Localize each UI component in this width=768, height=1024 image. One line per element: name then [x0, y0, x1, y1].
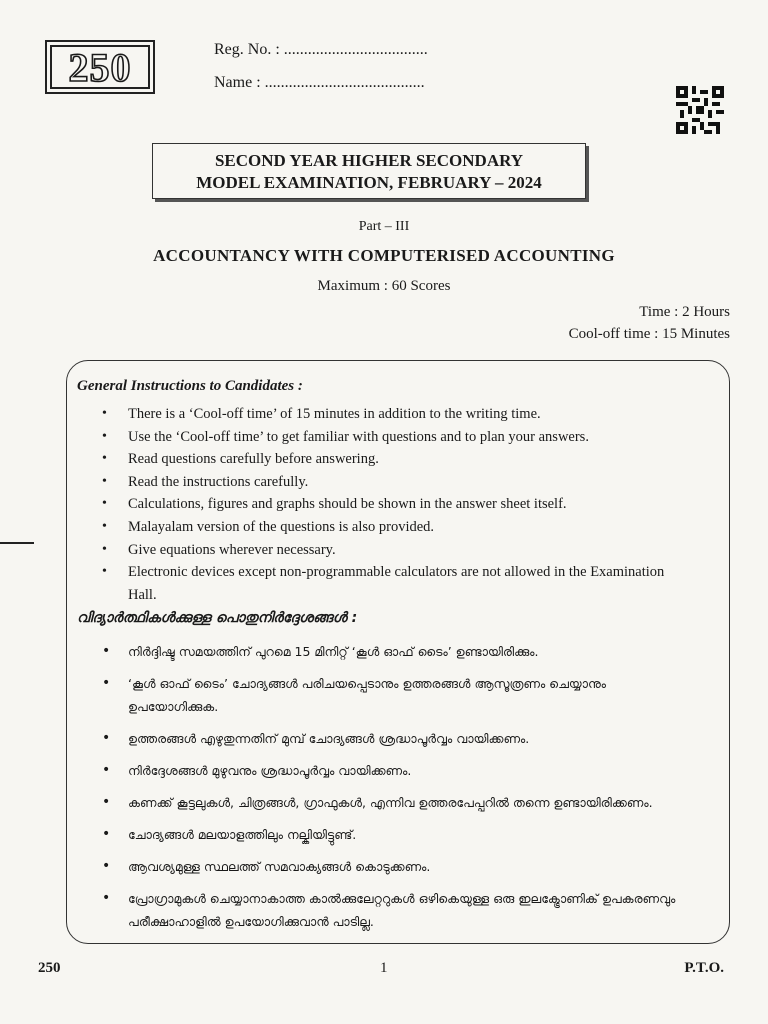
subject-title: ACCOUNTANCY WITH COMPUTERISED ACCOUNTING [153, 246, 615, 265]
exam-title-box [152, 143, 586, 199]
list-item: • Use the ‘Cool-off time’ to get familiar with questions and to plan your answers. [100, 426, 690, 449]
malayalam-instructions-heading: വിദ്യാർത്ഥികൾക്കുള്ള പൊതുനിർദ്ദേശങ്ങൾ : [77, 610, 358, 626]
paper-code-badge: 250 [45, 40, 155, 94]
list-item: • നിർദ്ദേശങ്ങൾ മുഴുവനും ശ്രദ്ധാപൂർവ്വം വായിക്കണം. [100, 759, 700, 782]
list-item: • Electronic devices except non-programmable calculators are not allowed in the Examination Hall. [100, 561, 690, 606]
name-field: Name : ........................................ [214, 74, 425, 91]
page-number: 1 [380, 960, 388, 976]
malayalam-instructions-list [100, 640, 700, 942]
list-item: • Give equations wherever necessary. [100, 539, 690, 562]
list-item: • പ്രോഗ്രാമുകൾ ചെയ്യാനാകാത്ത കാൽക്കുലേറ്ററുകൾ ഒഴികെയുള്ള ഒരു ഇലക്ട്രോണിക് ഉപകരണവും പരീക്ഷാഹാളിൽ ഉപയോഗിക്കുവാൻ പാടില്ല. [100, 887, 700, 933]
please-turn-over: P.T.O. [684, 960, 724, 976]
list-item: • ആവശ്യമുള്ള സ്ഥലത്ത് സമവാക്യങ്ങൾ കൊടുക്കണം. [100, 855, 700, 878]
list-item: • There is a ‘Cool-off time’ of 15 minutes in addition to the writing time. [100, 403, 690, 426]
exam-title-line-1: SECOND YEAR HIGHER SECONDARY [214, 151, 524, 170]
list-item: • Malayalam version of the questions is also provided. [100, 516, 690, 539]
qr-code-icon [676, 86, 724, 134]
part-label: Part – III [358, 219, 410, 234]
list-item: • Read questions carefully before answering. [100, 448, 690, 471]
footer-paper-code: 250 [38, 960, 61, 976]
margin-mark [0, 542, 34, 544]
exam-title-line-2: MODEL EXAMINATION, FEBRUARY – 2024 [196, 173, 542, 192]
list-item: • ചോദ്യങ്ങൾ മലയാളത്തിലും നല്കിയിട്ടുണ്ട്. [100, 823, 700, 846]
list-item: • Calculations, figures and graphs should be shown in the answer sheet itself. [100, 493, 690, 516]
time-allowed: Time : 2 Hours [639, 304, 730, 320]
max-scores: Maximum : 60 Scores [317, 278, 451, 294]
list-item: • ‘കൂൾ ഓഫ് ടൈം’ ചോദ്യങ്ങൾ പരിചയപ്പെടാനും ഉത്തരങ്ങൾ ആസൂത്രണം ചെയ്യാനും ഉപയോഗിക്കുക. [100, 672, 700, 718]
cool-off-time: Cool-off time : 15 Minutes [568, 326, 730, 342]
list-item: • ഉത്തരങ്ങൾ എഴുതുന്നതിന് മുമ്പ് ചോദ്യങ്ങൾ ശ്രദ്ധാപൂർവ്വം വായിക്കണം. [100, 727, 700, 750]
list-item: • നിർദ്ദിഷ്ട സമയത്തിന് പുറമെ 15 മിനിറ്റ് ‘കൂൾ ഓഫ് ടൈം’ ഉണ്ടായിരിക്കും. [100, 640, 700, 663]
instructions-heading: General Instructions to Candidates : [77, 378, 303, 394]
reg-no-field: Reg. No. : .................................... [214, 41, 428, 58]
list-item: • കണക്ക് കൂട്ടലുകൾ, ചിത്രങ്ങൾ, ഗ്രാഫുകൾ, എന്നിവ ഉത്തരപേപ്പറിൽ തന്നെ ഉണ്ടായിരിക്കണം. [100, 791, 700, 814]
list-item: • Read the instructions carefully. [100, 471, 690, 494]
instructions-list [100, 403, 690, 606]
